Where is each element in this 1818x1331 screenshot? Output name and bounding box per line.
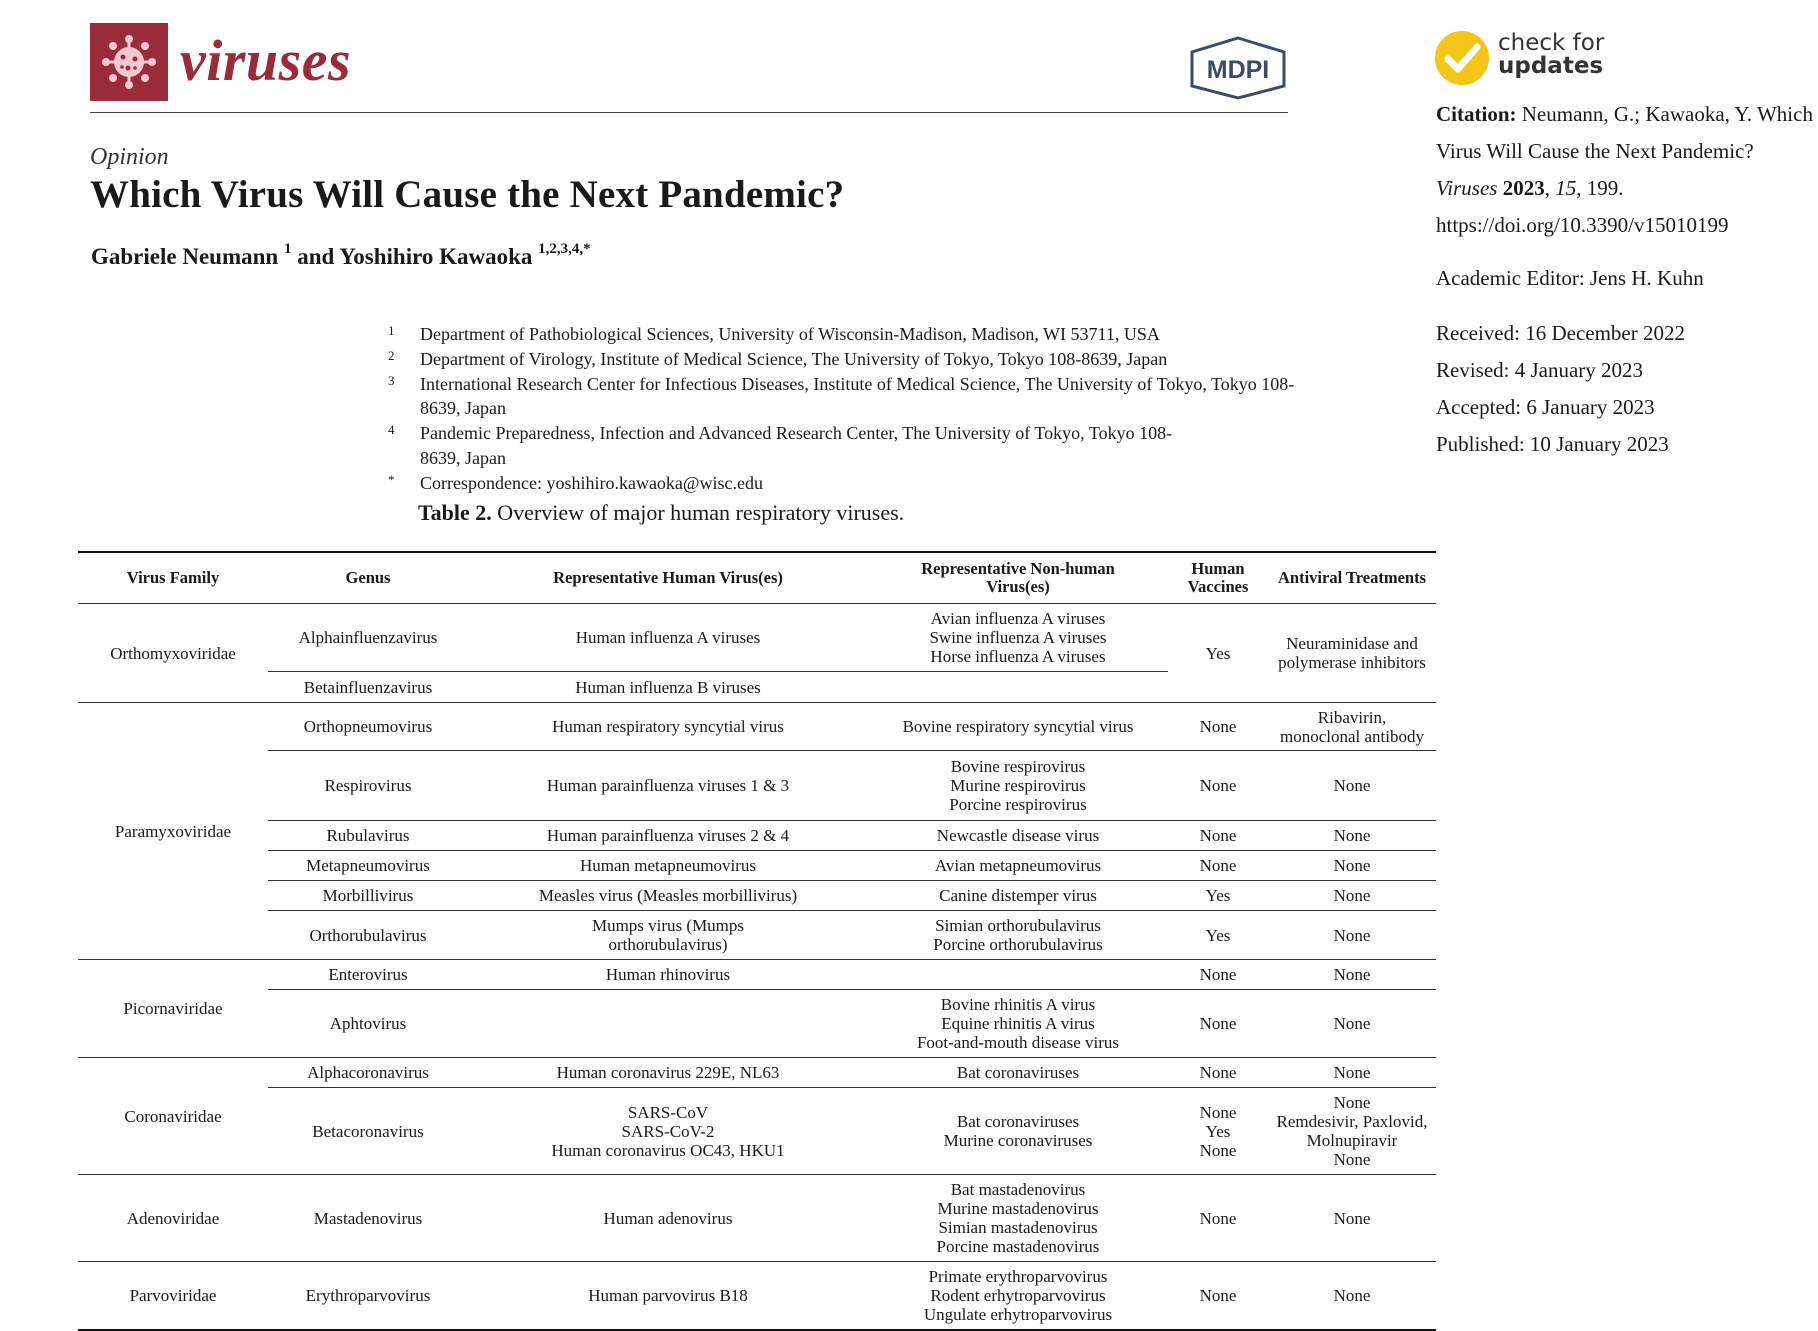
- nonhuman-virus-cell: [868, 911, 1168, 960]
- human-virus: orthorubulavirus): [608, 935, 728, 954]
- genus-cell: Metapneumovirus: [268, 851, 468, 881]
- human-virus-cell: Human rhinovirus: [605, 965, 731, 984]
- citation-year: 2023: [1502, 176, 1545, 200]
- vaccine-cell: Yes: [1168, 881, 1268, 911]
- genus-cell: Enterovirus: [328, 965, 408, 984]
- column-header: Antiviral Treatments: [1277, 568, 1427, 587]
- affiliation-item: [386, 471, 1306, 496]
- nonhuman-virus-cell: [868, 751, 1168, 821]
- genus-cell: Orthopneumovirus: [303, 717, 433, 736]
- genus-cell: Betainfluenzavirus: [268, 672, 468, 703]
- human-virus-cell: Human parvovirus B18: [588, 1285, 748, 1305]
- human-virus-cell: [468, 990, 868, 1058]
- genus-cell: Alphainfluenzavirus: [298, 628, 438, 647]
- antiviral-cell: None: [1268, 751, 1436, 821]
- citation-label: Citation:: [1436, 102, 1517, 126]
- genus-cell: Betacoronavirus: [268, 1088, 468, 1175]
- vaccine-cell: None: [1199, 965, 1237, 984]
- family-cell: Picornaviridae: [123, 999, 223, 1018]
- table-row: [78, 990, 1436, 1058]
- genus-cell: Rubulavirus: [268, 821, 468, 851]
- affiliation-item: [386, 322, 1306, 347]
- human-virus-cell: Human parainfluenza viruses 1 & 3: [468, 751, 868, 821]
- virus-icon: [90, 23, 168, 101]
- genus-cell: Orthorubulavirus: [268, 911, 468, 960]
- antiviral-cell: None: [1268, 851, 1436, 881]
- affiliation-list: [386, 322, 1306, 496]
- nonhuman-virus: Murine coronaviruses: [943, 1131, 1093, 1150]
- nonhuman-virus-cell: Newcastle disease virus: [868, 821, 1168, 851]
- nonhuman-virus: Bovine rhinitis A virus: [940, 995, 1096, 1014]
- antiviral-line: None: [1333, 1150, 1371, 1169]
- genus-cell: Aphtovirus: [268, 990, 468, 1058]
- citation-doi-link[interactable]: https://doi.org/10.3390/v15010199: [1436, 213, 1729, 237]
- check-updates-line2: updates: [1498, 53, 1604, 79]
- journal-name: viruses: [180, 28, 352, 93]
- table-row: [78, 703, 1436, 751]
- academic-editor: Academic Editor: Jens H. Kuhn: [1436, 266, 1704, 290]
- vaccine-cell: None: [1168, 990, 1268, 1058]
- nonhuman-virus: Murine respirovirus: [950, 776, 1086, 795]
- nonhuman-virus-cell: Canine distemper virus: [868, 881, 1168, 911]
- nonhuman-virus-cell: [868, 960, 1168, 990]
- vaccine-line: Yes: [1205, 1121, 1231, 1141]
- published-date: Published: 10 January 2023: [1436, 432, 1669, 456]
- table-caption: [418, 500, 904, 526]
- nonhuman-virus: Swine influenza A viruses: [929, 628, 1107, 647]
- antiviral-line: monoclonal antibody: [1279, 726, 1424, 746]
- author-name[interactable]: Gabriele Neumann: [91, 244, 279, 269]
- genus-cell: Respirovirus: [268, 751, 468, 821]
- human-virus-cell: Human metapneumovirus: [468, 851, 868, 881]
- affiliation-item: [386, 347, 1306, 372]
- respiratory-virus-table: [78, 551, 1436, 1331]
- family-cell: Coronaviridae: [124, 1106, 222, 1126]
- header-rule: [90, 112, 1288, 113]
- nonhuman-virus: Murine mastadenovirus: [937, 1199, 1099, 1218]
- antiviral-cell: None: [1268, 990, 1436, 1058]
- family-cell: Parvoviridae: [129, 1285, 217, 1305]
- table-header-row: [78, 552, 1436, 604]
- vaccine-cell: None: [1199, 1285, 1237, 1305]
- antiviral-cell: [1268, 1088, 1436, 1175]
- genus-cell: Erythroparvovirus: [305, 1285, 431, 1305]
- genus-cell: Mastadenovirus: [313, 1208, 423, 1228]
- affiliation-text: Department of Pathobiological Sciences, University of Wisconsin-Madison, Madison, WI 53711, USA: [420, 324, 1160, 344]
- nonhuman-virus-cell: [868, 1088, 1168, 1175]
- article-type: Opinion: [90, 144, 169, 170]
- human-virus-cell: Human influenza B viruses: [468, 672, 868, 703]
- nonhuman-virus-cell: Bovine respiratory syncytial virus: [902, 717, 1134, 736]
- vaccine-cell: None: [1168, 851, 1268, 881]
- table-row: [78, 1088, 1436, 1175]
- nonhuman-virus: Bovine respirovirus: [950, 757, 1086, 776]
- affiliation-mark: 2: [388, 347, 395, 363]
- antiviral-cell: None: [1268, 821, 1436, 851]
- nonhuman-virus-cell: Avian metapneumovirus: [868, 851, 1168, 881]
- human-virus-cell: Human coronavirus 229E, NL63: [556, 1063, 780, 1082]
- article-dates: [1436, 315, 1816, 463]
- antiviral-line: polymerase inhibitors: [1278, 653, 1426, 672]
- antiviral-line: Ribavirin,: [1317, 707, 1387, 727]
- human-virus: SARS-CoV: [627, 1102, 709, 1122]
- vaccine-cell: None: [1168, 821, 1268, 851]
- table-row: [78, 1175, 1436, 1262]
- vaccine-cell: None: [1168, 751, 1268, 821]
- nonhuman-virus-cell: [868, 990, 1168, 1058]
- citation-journal: Viruses: [1436, 176, 1498, 200]
- nonhuman-virus: Equine rhinitis A virus: [941, 1014, 1095, 1033]
- nonhuman-virus-cell: [868, 1262, 1168, 1330]
- affiliation-mark: 1: [388, 323, 395, 338]
- affiliation-mark: 4: [388, 422, 395, 438]
- author-join: and: [297, 244, 335, 269]
- nonhuman-virus-cell: [868, 1175, 1168, 1262]
- antiviral-cell: None: [1333, 1208, 1371, 1228]
- human-virus: SARS-CoV-2: [621, 1121, 715, 1141]
- antiviral-cell: [1268, 703, 1436, 751]
- antiviral-line: Neuraminidase and: [1286, 634, 1418, 653]
- check-updates-link[interactable]: [1498, 32, 1604, 78]
- antiviral-cell: None: [1333, 1285, 1371, 1305]
- human-virus-cell: [468, 911, 868, 960]
- antiviral-cell: None: [1268, 911, 1436, 960]
- vaccine-cell: [1168, 1088, 1268, 1175]
- table-row: [78, 821, 1436, 851]
- table-row: [78, 881, 1436, 911]
- affiliation-text: Department of Virology, Institute of Medical Science, The University of Tokyo, Tokyo 108-8639, Japan: [420, 348, 1168, 369]
- antiviral-line: Remdesivir, Paxlovid,: [1276, 1112, 1428, 1131]
- nonhuman-virus-cell: [868, 672, 1168, 703]
- author-affiliation-marks: 1,2,3,4,*: [538, 241, 591, 257]
- check-badge-icon[interactable]: [1434, 30, 1490, 86]
- vaccine-cell: None: [1199, 1208, 1237, 1228]
- publisher-name: MDPI: [1206, 56, 1270, 84]
- column-header: Human Vaccines: [1187, 559, 1249, 596]
- citation-pages: 199.: [1586, 176, 1624, 200]
- received-date: Received: 16 December 2022: [1436, 321, 1685, 345]
- table-caption-text: Overview of major human respiratory viruses.: [497, 500, 905, 525]
- nonhuman-virus: Porcine orthorubulavirus: [933, 935, 1103, 954]
- genus-cell: Morbillivirus: [268, 881, 468, 911]
- nonhuman-virus: Bat coronaviruses: [956, 1112, 1080, 1131]
- antiviral-cell: [1268, 604, 1436, 703]
- nonhuman-virus: Primate erythroparvovirus: [928, 1266, 1108, 1286]
- family-cell: Orthomyxoviridae: [110, 643, 236, 663]
- citation: Citation: Neumann, G.; Kawaoka, Y. Which Virus Will Cause the Next Pandemic? Viruses 2023, 15, 199. https://doi.org/10.3390/v15010199: [1436, 96, 1816, 244]
- citation-volume: 15: [1555, 176, 1577, 200]
- column-header: Virus Family: [126, 568, 220, 587]
- table-caption-label: Table 2.: [418, 500, 492, 525]
- nonhuman-virus-cell: [868, 604, 1168, 672]
- author-affiliation-marks: 1: [283, 241, 292, 257]
- nonhuman-virus-cell: Bat coronaviruses: [956, 1063, 1080, 1082]
- genus-cell: Alphacoronavirus: [307, 1063, 429, 1082]
- nonhuman-virus: Horse influenza A viruses: [930, 647, 1106, 666]
- human-virus-cell: Measles virus (Measles morbillivirus): [468, 881, 868, 911]
- table-row: [78, 604, 1436, 672]
- antiviral-cell: None: [1333, 965, 1371, 984]
- family-cell: Paramyxoviridae: [114, 821, 232, 841]
- antiviral-cell: None: [1333, 1063, 1371, 1082]
- affiliation-item: [386, 421, 1210, 471]
- human-virus-cell: Human parainfluenza viruses 2 & 4: [468, 821, 868, 851]
- article-title: Which Virus Will Cause the Next Pandemic?: [90, 173, 845, 216]
- affiliation-text: International Research Center for Infectious Diseases, Institute of Medical Science, The University of Tokyo, Tokyo 108-8639, Japan: [420, 373, 1295, 419]
- nonhuman-virus: Rodent erhytroparvovirus: [930, 1285, 1106, 1305]
- human-virus-cell: Human influenza A viruses: [575, 628, 761, 647]
- author-name[interactable]: Yoshihiro Kawaoka: [339, 244, 533, 269]
- accepted-date: Accepted: 6 January 2023: [1436, 395, 1655, 419]
- nonhuman-virus: Porcine mastadenovirus: [936, 1237, 1100, 1256]
- nonhuman-virus: Avian influenza A viruses: [930, 609, 1106, 628]
- affiliation-item: [386, 372, 1306, 422]
- antiviral-line: Molnupiravir: [1306, 1131, 1398, 1150]
- nonhuman-virus: Ungulate erhytroparvovirus: [923, 1304, 1113, 1324]
- citation-text: Neumann, G.; Kawaoka, Y. Which Virus Will Cause the Next Pandemic?: [1436, 102, 1813, 163]
- column-header: Genus: [345, 568, 391, 587]
- vaccine-line: None: [1199, 1102, 1237, 1122]
- vaccine-line: None: [1199, 1140, 1237, 1160]
- table-row: [78, 1262, 1436, 1330]
- family-cell: Adenoviridae: [126, 1208, 220, 1228]
- human-virus: Human coronavirus OC43, HKU1: [551, 1140, 785, 1160]
- affiliation-text: Pandemic Preparedness, Infection and Advanced Research Center, The University of Tokyo, Tokyo 108-8639, Japan: [420, 423, 1173, 468]
- vaccine-cell: None: [1199, 717, 1237, 736]
- vaccine-cell: Yes: [1205, 643, 1231, 663]
- column-header: Representative Human Virus(es): [553, 568, 783, 587]
- vaccine-cell: None: [1199, 1063, 1237, 1082]
- affiliation-mark: 3: [388, 372, 395, 388]
- nonhuman-virus: Porcine respirovirus: [949, 795, 1087, 814]
- revised-date: Revised: 4 January 2023: [1436, 358, 1644, 382]
- nonhuman-virus: Simian orthorubulavirus: [935, 916, 1101, 935]
- human-virus-cell: Human adenovirus: [603, 1208, 733, 1228]
- human-virus-cell: Human respiratory syncytial virus: [552, 717, 784, 736]
- affiliation-mark: *: [388, 471, 395, 487]
- mdpi-logo: [1188, 36, 1288, 100]
- table-row: [78, 1058, 1436, 1088]
- vaccine-cell: Yes: [1168, 911, 1268, 960]
- nonhuman-virus: Foot-and-mouth disease virus: [916, 1033, 1120, 1052]
- author-list: [91, 241, 591, 270]
- check-updates-line1: check for: [1498, 30, 1605, 56]
- human-virus: Mumps virus (Mumps: [591, 916, 745, 935]
- table-row: [78, 911, 1436, 960]
- antiviral-cell: None: [1268, 881, 1436, 911]
- column-header: Representative Non-human Virus(es): [921, 559, 1115, 596]
- table-row: [78, 751, 1436, 821]
- nonhuman-virus: Simian mastadenovirus: [938, 1218, 1098, 1237]
- correspondence-text[interactable]: Correspondence: yoshihiro.kawaoka@wisc.edu: [420, 472, 763, 493]
- nonhuman-virus: Bat mastadenovirus: [950, 1180, 1086, 1199]
- human-virus-cell: [468, 1088, 868, 1175]
- table-row: [78, 851, 1436, 881]
- antiviral-line: None: [1333, 1093, 1371, 1112]
- table-row: [78, 960, 1436, 990]
- article-sidebar: [1436, 96, 1816, 463]
